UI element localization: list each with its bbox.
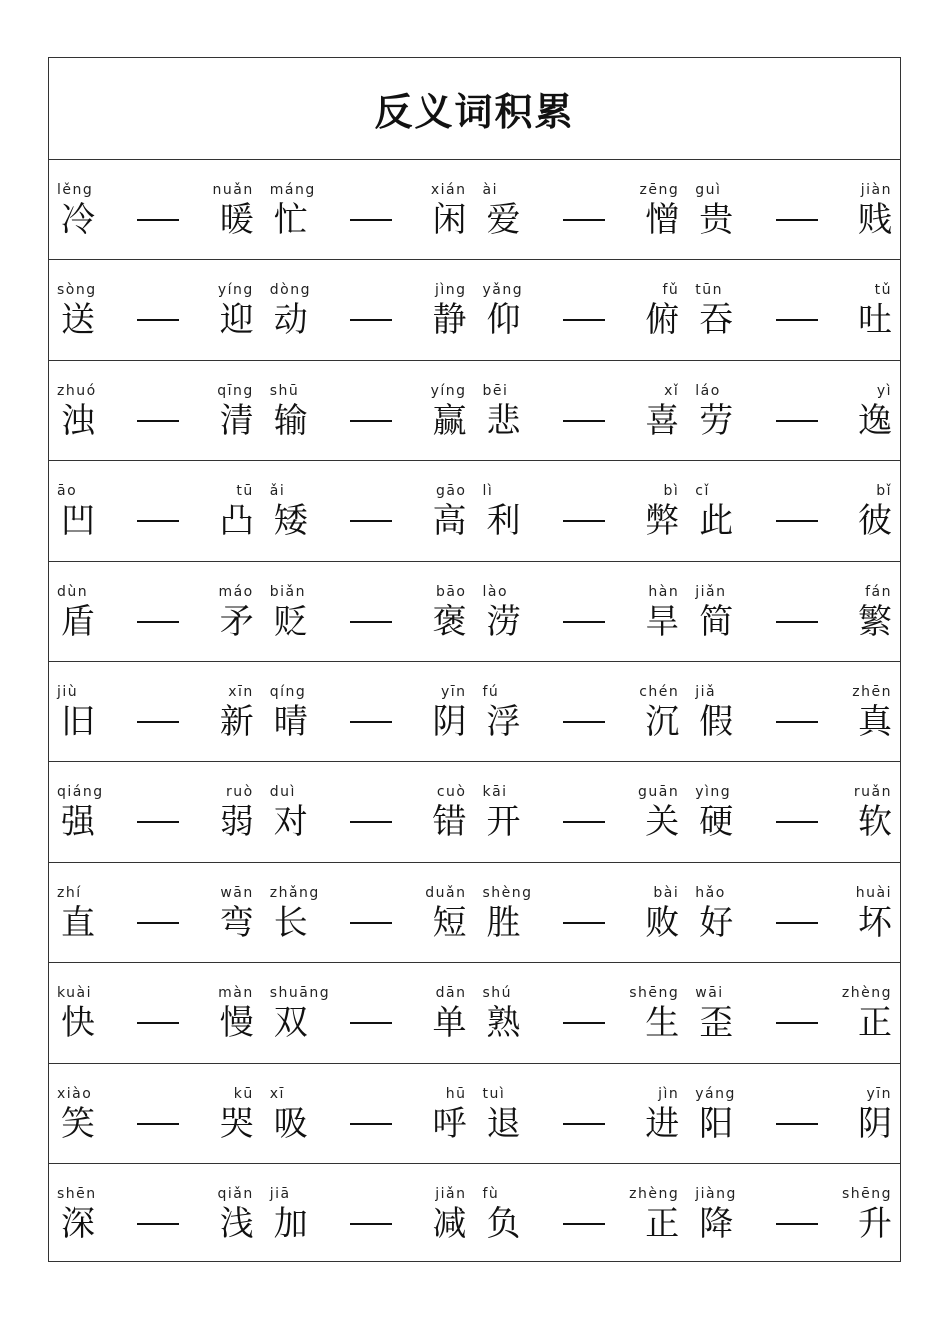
pinyin-right: xián (430, 182, 467, 198)
dash-separator (776, 1123, 818, 1125)
dash-separator (350, 520, 392, 522)
hanzi-left: 浊 (61, 400, 95, 441)
antonym-pair (262, 461, 475, 560)
antonym-pair (475, 562, 688, 661)
dash-separator (776, 721, 818, 723)
pinyin-left: láo (695, 382, 721, 399)
pinyin-right: yīn (440, 683, 467, 700)
pinyin-left: yáng (695, 1085, 736, 1102)
dash-separator (776, 922, 818, 924)
pinyin-left: jiā (269, 1185, 291, 1202)
pinyin-right: zēng (639, 182, 680, 198)
pinyin-left: shú (482, 985, 513, 1002)
antonym-pair (687, 461, 900, 560)
pinyin-right: máo (218, 583, 254, 600)
hanzi-left: 开 (486, 802, 521, 843)
hanzi-right: 贱 (858, 200, 892, 240)
hanzi-left: 胜 (486, 902, 521, 943)
pinyin-right: tū (236, 483, 254, 500)
pinyin-left: bēi (482, 382, 509, 399)
hanzi-right: 繁 (858, 601, 892, 642)
hanzi-right: 赢 (432, 400, 467, 441)
hanzi-left: 熟 (486, 1003, 521, 1044)
hanzi-left: 假 (699, 701, 734, 742)
dash-separator (137, 1123, 179, 1125)
title-row (49, 58, 900, 160)
hanzi-right: 闲 (432, 200, 467, 240)
pinyin-left: xī (269, 1085, 285, 1102)
antonym-pair (475, 461, 688, 560)
antonym-pair (49, 160, 262, 259)
antonym-pair (262, 562, 475, 661)
pinyin-right: shēng (629, 985, 680, 1002)
hanzi-left: 送 (61, 300, 95, 341)
pinyin-left: dùn (57, 583, 89, 600)
pinyin-right: yíng (217, 282, 254, 299)
antonym-pair (49, 562, 262, 661)
hanzi-right: 逸 (858, 400, 892, 441)
hanzi-left: 盾 (61, 601, 95, 642)
hanzi-right: 减 (432, 1203, 467, 1244)
dash-separator (137, 721, 179, 723)
antonym-pair (49, 1064, 262, 1163)
pinyin-right: wān (220, 884, 254, 901)
hanzi-right: 新 (219, 701, 254, 742)
pinyin-left: tūn (695, 282, 723, 299)
pinyin-right: bāo (435, 583, 467, 600)
dash-separator (350, 721, 392, 723)
pinyin-right: zhēn (852, 683, 892, 700)
hanzi-left: 长 (273, 902, 308, 943)
antonym-pair (475, 662, 688, 761)
hanzi-right: 呼 (432, 1103, 467, 1144)
pinyin-right: xǐ (664, 382, 680, 399)
antonym-pair (475, 260, 688, 359)
dash-separator (563, 922, 605, 924)
dash-separator (350, 219, 392, 221)
hanzi-left: 硬 (699, 802, 734, 843)
dash-separator (776, 621, 818, 623)
pinyin-right: shēng (841, 1185, 892, 1202)
pinyin-right: gāo (435, 483, 467, 500)
antonym-pair (475, 762, 688, 861)
page-title: 反义词积累 (374, 90, 575, 134)
hanzi-right: 错 (432, 802, 467, 843)
hanzi-right: 阴 (858, 1103, 892, 1144)
antonym-row (49, 863, 900, 963)
antonym-pair (687, 662, 900, 761)
pinyin-right: fán (865, 583, 892, 600)
pinyin-left: tuì (482, 1085, 506, 1102)
hanzi-left: 旧 (61, 701, 95, 742)
antonym-pair (687, 160, 900, 259)
pinyin-right: hū (445, 1085, 467, 1102)
pinyin-left: shèng (482, 884, 533, 901)
pinyin-left: fù (482, 1185, 500, 1202)
hanzi-right: 旱 (645, 601, 680, 642)
pinyin-left: lì (482, 483, 494, 500)
dash-separator (137, 319, 179, 321)
dash-separator (350, 621, 392, 623)
hanzi-left: 贵 (699, 200, 734, 240)
hanzi-left: 笑 (61, 1103, 95, 1144)
pinyin-right: kū (233, 1085, 254, 1102)
pinyin-right: màn (218, 985, 254, 1002)
pinyin-right: yīn (866, 1085, 892, 1102)
pinyin-left: sòng (57, 282, 97, 299)
hanzi-left: 负 (486, 1203, 521, 1244)
antonym-row (49, 1064, 900, 1164)
antonym-pair (687, 863, 900, 962)
dash-separator (563, 520, 605, 522)
hanzi-left: 直 (61, 902, 95, 943)
pinyin-right: jìn (658, 1085, 680, 1102)
dash-separator (137, 821, 179, 823)
hanzi-right: 清 (219, 400, 254, 441)
hanzi-right: 暖 (219, 200, 254, 240)
hanzi-left: 退 (486, 1103, 521, 1144)
hanzi-left: 深 (61, 1203, 95, 1244)
pinyin-left: ǎi (269, 483, 286, 500)
pinyin-left: fú (482, 683, 500, 700)
hanzi-left: 涝 (486, 601, 521, 642)
pinyin-left: kuài (57, 985, 93, 1002)
pinyin-left: āo (57, 483, 78, 500)
pinyin-right: zhèng (629, 1185, 680, 1202)
hanzi-right: 弱 (219, 802, 254, 843)
hanzi-right: 单 (432, 1003, 467, 1044)
dash-separator (776, 520, 818, 522)
dash-separator (563, 621, 605, 623)
antonym-pair (687, 562, 900, 661)
pinyin-right: xīn (228, 683, 254, 700)
dash-separator (350, 1022, 392, 1024)
dash-separator (350, 1123, 392, 1125)
pinyin-right: jìng (434, 282, 467, 299)
hanzi-left: 吸 (273, 1103, 308, 1144)
antonym-pair (49, 361, 262, 460)
antonym-pair (262, 863, 475, 962)
dash-separator (137, 1223, 179, 1225)
pinyin-right: qīng (217, 382, 254, 399)
hanzi-left: 动 (273, 300, 308, 341)
pinyin-right: tǔ (874, 282, 892, 299)
pinyin-left: máng (269, 182, 316, 198)
hanzi-right: 阴 (432, 701, 467, 742)
pinyin-left: zhǎng (269, 884, 320, 901)
hanzi-left: 利 (486, 501, 521, 542)
hanzi-right: 彼 (858, 501, 892, 542)
hanzi-right: 迎 (219, 300, 254, 341)
dash-separator (350, 922, 392, 924)
antonym-pair (262, 361, 475, 460)
pinyin-right: ruǎn (853, 784, 892, 801)
pinyin-right: huài (855, 884, 892, 901)
hanzi-left: 忙 (273, 200, 308, 240)
dash-separator (350, 319, 392, 321)
hanzi-left: 简 (699, 601, 734, 642)
hanzi-right: 败 (645, 902, 680, 943)
hanzi-left: 凹 (61, 501, 95, 542)
pinyin-left: xiào (57, 1085, 93, 1102)
pinyin-right: jiǎn (435, 1185, 467, 1202)
hanzi-right: 凸 (219, 501, 254, 542)
antonym-pair (475, 1164, 688, 1264)
pinyin-left: duì (269, 784, 296, 801)
pinyin-left: wāi (695, 985, 724, 1002)
antonym-row (49, 762, 900, 862)
antonym-row (49, 461, 900, 561)
antonym-row (49, 562, 900, 662)
antonym-pair (262, 762, 475, 861)
antonym-pair (262, 963, 475, 1062)
hanzi-right: 弯 (219, 902, 254, 943)
antonym-pair (49, 963, 262, 1062)
antonym-row (49, 260, 900, 360)
antonym-pair (475, 160, 688, 259)
pinyin-left: dòng (269, 282, 311, 299)
antonym-pair (687, 361, 900, 460)
hanzi-right: 关 (645, 802, 680, 843)
pinyin-right: qiǎn (217, 1185, 254, 1202)
antonym-pair (262, 260, 475, 359)
hanzi-left: 浮 (486, 701, 521, 742)
pinyin-right: dān (435, 985, 467, 1002)
dash-separator (776, 420, 818, 422)
dash-separator (776, 1223, 818, 1225)
antonym-pair (262, 160, 475, 259)
antonym-pair (262, 662, 475, 761)
hanzi-right: 坏 (858, 902, 892, 943)
dash-separator (563, 1022, 605, 1024)
pinyin-left: ài (482, 182, 498, 198)
hanzi-left: 悲 (486, 400, 521, 441)
hanzi-left: 强 (61, 802, 95, 843)
pinyin-right: bǐ (876, 483, 892, 500)
pinyin-right: duǎn (425, 884, 467, 901)
hanzi-left: 双 (273, 1003, 308, 1044)
dash-separator (350, 1223, 392, 1225)
hanzi-right: 矛 (219, 601, 254, 642)
hanzi-right: 慢 (219, 1003, 254, 1044)
pinyin-left: hǎo (695, 884, 726, 901)
pinyin-left: jiàng (695, 1185, 737, 1202)
hanzi-right: 憎 (645, 200, 680, 240)
antonym-pair (49, 461, 262, 560)
pinyin-right: fǔ (662, 282, 680, 299)
hanzi-right: 高 (432, 501, 467, 542)
pinyin-right: zhèng (841, 985, 892, 1002)
antonym-sheet (48, 57, 901, 1262)
hanzi-right: 生 (645, 1003, 680, 1044)
dash-separator (776, 219, 818, 221)
antonym-pair (475, 1064, 688, 1163)
pinyin-right: bì (663, 483, 680, 500)
hanzi-right: 吐 (858, 300, 892, 341)
pinyin-left: yǎng (482, 282, 524, 299)
hanzi-right: 真 (858, 701, 892, 742)
dash-separator (563, 721, 605, 723)
hanzi-left: 好 (699, 902, 734, 943)
antonym-pair (687, 762, 900, 861)
pinyin-left: guì (695, 182, 722, 198)
dash-separator (563, 319, 605, 321)
hanzi-left: 仰 (486, 300, 521, 341)
antonym-row (49, 963, 900, 1063)
antonym-pair (687, 1064, 900, 1163)
pinyin-right: chén (639, 683, 680, 700)
antonym-pair (49, 762, 262, 861)
dash-separator (137, 219, 179, 221)
pinyin-left: jiǎ (695, 683, 717, 700)
antonym-pair (49, 1164, 262, 1264)
pinyin-right: guān (638, 784, 680, 801)
dash-separator (137, 1022, 179, 1024)
dash-separator (563, 1123, 605, 1125)
antonym-pair (262, 1164, 475, 1264)
pinyin-left: shuāng (269, 985, 331, 1002)
hanzi-right: 正 (645, 1203, 680, 1244)
pinyin-left: shū (269, 382, 300, 399)
hanzi-right: 浅 (219, 1203, 254, 1244)
pinyin-left: qíng (269, 683, 307, 700)
pinyin-right: yíng (430, 382, 467, 399)
hanzi-right: 喜 (645, 400, 680, 441)
dash-separator (776, 1022, 818, 1024)
hanzi-left: 此 (699, 501, 734, 542)
pinyin-right: bài (653, 884, 680, 901)
pinyin-right: hàn (648, 583, 680, 600)
hanzi-left: 输 (273, 400, 308, 441)
hanzi-right: 哭 (219, 1103, 254, 1144)
pinyin-left: lào (482, 583, 509, 600)
pinyin-left: qiáng (57, 784, 104, 801)
antonym-rows (49, 160, 900, 1264)
hanzi-right: 褒 (432, 601, 467, 642)
hanzi-left: 快 (61, 1003, 95, 1044)
hanzi-left: 歪 (699, 1003, 734, 1044)
antonym-row (49, 160, 900, 260)
dash-separator (350, 420, 392, 422)
antonym-pair (475, 963, 688, 1062)
pinyin-left: kāi (482, 784, 508, 801)
antonym-row (49, 361, 900, 461)
dash-separator (563, 1223, 605, 1225)
antonym-pair (49, 260, 262, 359)
pinyin-left: yìng (695, 784, 732, 801)
antonym-pair (687, 1164, 900, 1264)
dash-separator (563, 821, 605, 823)
pinyin-right: ruò (226, 784, 254, 801)
pinyin-right: yì (876, 382, 892, 399)
hanzi-left: 降 (699, 1203, 734, 1244)
hanzi-left: 劳 (699, 400, 734, 441)
hanzi-right: 沉 (645, 701, 680, 742)
hanzi-left: 矮 (273, 501, 308, 542)
pinyin-left: shēn (57, 1185, 97, 1202)
hanzi-left: 爱 (486, 200, 521, 240)
hanzi-left: 加 (273, 1203, 308, 1244)
pinyin-left: zhí (57, 884, 82, 901)
antonym-pair (687, 260, 900, 359)
dash-separator (137, 621, 179, 623)
hanzi-right: 升 (858, 1203, 892, 1244)
hanzi-left: 晴 (273, 701, 308, 742)
hanzi-left: 贬 (273, 601, 308, 642)
dash-separator (563, 420, 605, 422)
antonym-row (49, 1164, 900, 1264)
dash-separator (350, 821, 392, 823)
hanzi-left: 对 (273, 802, 308, 843)
pinyin-right: cuò (436, 784, 467, 801)
pinyin-left: jiǎn (695, 583, 727, 600)
antonym-row (49, 662, 900, 762)
antonym-pair (49, 863, 262, 962)
pinyin-left: biǎn (269, 583, 306, 600)
antonym-pair (49, 662, 262, 761)
dash-separator (776, 821, 818, 823)
dash-separator (776, 319, 818, 321)
dash-separator (137, 520, 179, 522)
hanzi-left: 冷 (61, 200, 95, 240)
hanzi-right: 进 (645, 1103, 680, 1144)
hanzi-left: 阳 (699, 1103, 734, 1144)
pinyin-left: lěng (57, 182, 94, 198)
hanzi-left: 吞 (699, 300, 734, 341)
pinyin-left: jiù (57, 683, 79, 700)
antonym-pair (262, 1064, 475, 1163)
antonym-pair (687, 963, 900, 1062)
hanzi-right: 俯 (645, 300, 680, 341)
dash-separator (137, 420, 179, 422)
hanzi-right: 弊 (645, 501, 680, 542)
dash-separator (137, 922, 179, 924)
hanzi-right: 软 (858, 802, 892, 843)
pinyin-right: jiàn (860, 182, 892, 198)
hanzi-right: 静 (432, 300, 467, 341)
hanzi-right: 正 (858, 1003, 892, 1044)
antonym-pair (475, 361, 688, 460)
dash-separator (563, 219, 605, 221)
pinyin-right: nuǎn (212, 182, 254, 198)
hanzi-right: 短 (432, 902, 467, 943)
antonym-pair (475, 863, 688, 962)
pinyin-left: cǐ (695, 483, 710, 500)
pinyin-left: zhuó (57, 382, 97, 399)
